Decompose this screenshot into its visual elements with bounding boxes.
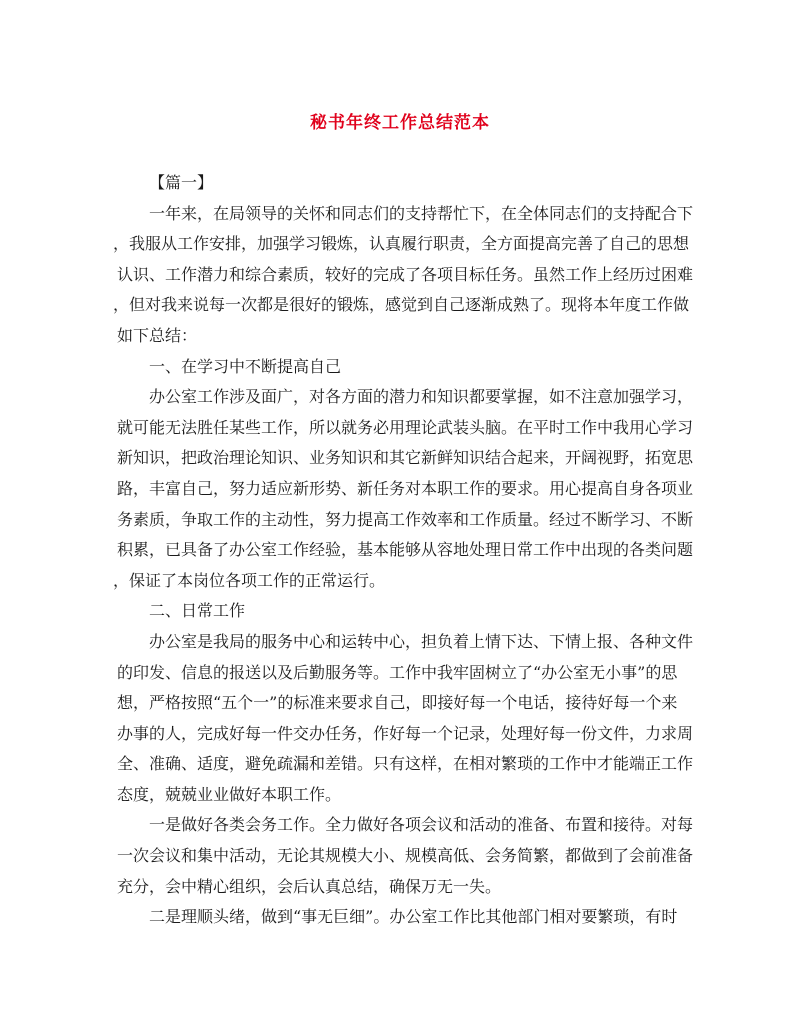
paragraph-line: 办公室工作涉及面广，对各方面的潜力和知识都要掌握，如不注意加强学习， — [149, 387, 694, 407]
paragraph-line: 二是理顺头绪，做到“事无巨细”。办公室工作比其他部门相对要繁琐，有时 — [149, 907, 678, 927]
paragraph-line: ，我服从工作安排，加强学习锻炼，认真履行职责，全方面提高完善了自己的思想 — [113, 234, 690, 254]
paragraph-line: 的印发、信息的报送以及后勤服务等。工作中我牢固树立了“办公室无小事”的思 — [117, 662, 678, 682]
paragraph-line: 办事的人，完成好每一件交办任务，作好每一个记录，处理好每一份文件，力求周 — [117, 723, 694, 743]
paragraph-line: 想，严格按照“五个一”的标准来要求自己，即接好每一个电话，接待好每一个来 — [117, 693, 678, 713]
paragraph-line: 路，丰富自己，努力适应新形势、新任务对本职工作的要求。用心提高自身各项业 — [117, 478, 694, 498]
paragraph-line: 如下总结： — [117, 325, 198, 345]
section-heading: 二、日常工作 — [149, 601, 246, 621]
section-label: 【篇一】 — [149, 173, 214, 192]
paragraph-line: 积累，已具备了办公室工作经验，基本能够从容地处理日常工作中出现的各类问题 — [117, 540, 694, 560]
paragraph-line: ，但对我来说每一次都是很好的锻炼，感觉到自己逐渐成熟了。现将本年度工作做 — [113, 295, 690, 315]
paragraph-line: 新知识，把政治理论知识、业务知识和其它新鲜知识结合起来，开阔视野，拓宽思 — [117, 448, 694, 468]
paragraph-line: 务素质，争取工作的主动性，努力提高工作效率和工作质量。经过不断学习、不断 — [117, 509, 694, 529]
document-title: 秘书年终工作总结范本 — [310, 113, 490, 133]
document-body — [113, 168, 694, 933]
paragraph-line: 一年来，在局领导的关怀和同志们的支持帮忙下，在全体同志们的支持配合下 — [149, 203, 694, 223]
paragraph-line: 态度，兢兢业业做好本职工作。 — [117, 784, 342, 804]
paragraph-line: 办公室是我局的服务中心和运转中心，担负着上情下达、下情上报、各种文件 — [149, 631, 694, 651]
paragraph-line: 就可能无法胜任某些工作，所以就务必用理论武装头脑。在平时工作中我用心学习 — [117, 417, 694, 437]
paragraph-line: 全、准确、适度，避免疏漏和差错。只有这样，在相对繁琐的工作中才能端正工作 — [117, 754, 694, 774]
paragraph-line: 一是做好各类会务工作。全力做好各项会议和活动的准备、布置和接待。对每 — [149, 815, 694, 835]
paragraph-line: ，保证了本岗位各项工作的正常运行。 — [113, 570, 386, 590]
paragraph-line: 充分，会中精心组织，会后认真总结，确保万无一失。 — [117, 876, 502, 896]
section-heading: 一、在学习中不断提高自己 — [149, 356, 342, 376]
paragraph-line: 认识、工作潜力和综合素质，较好的完成了各项目标任务。虽然工作上经历过困难 — [117, 264, 694, 284]
paragraph-line: 一次会议和集中活动，无论其规模大小、规模高低、会务简繁，都做到了会前准备 — [117, 846, 694, 866]
